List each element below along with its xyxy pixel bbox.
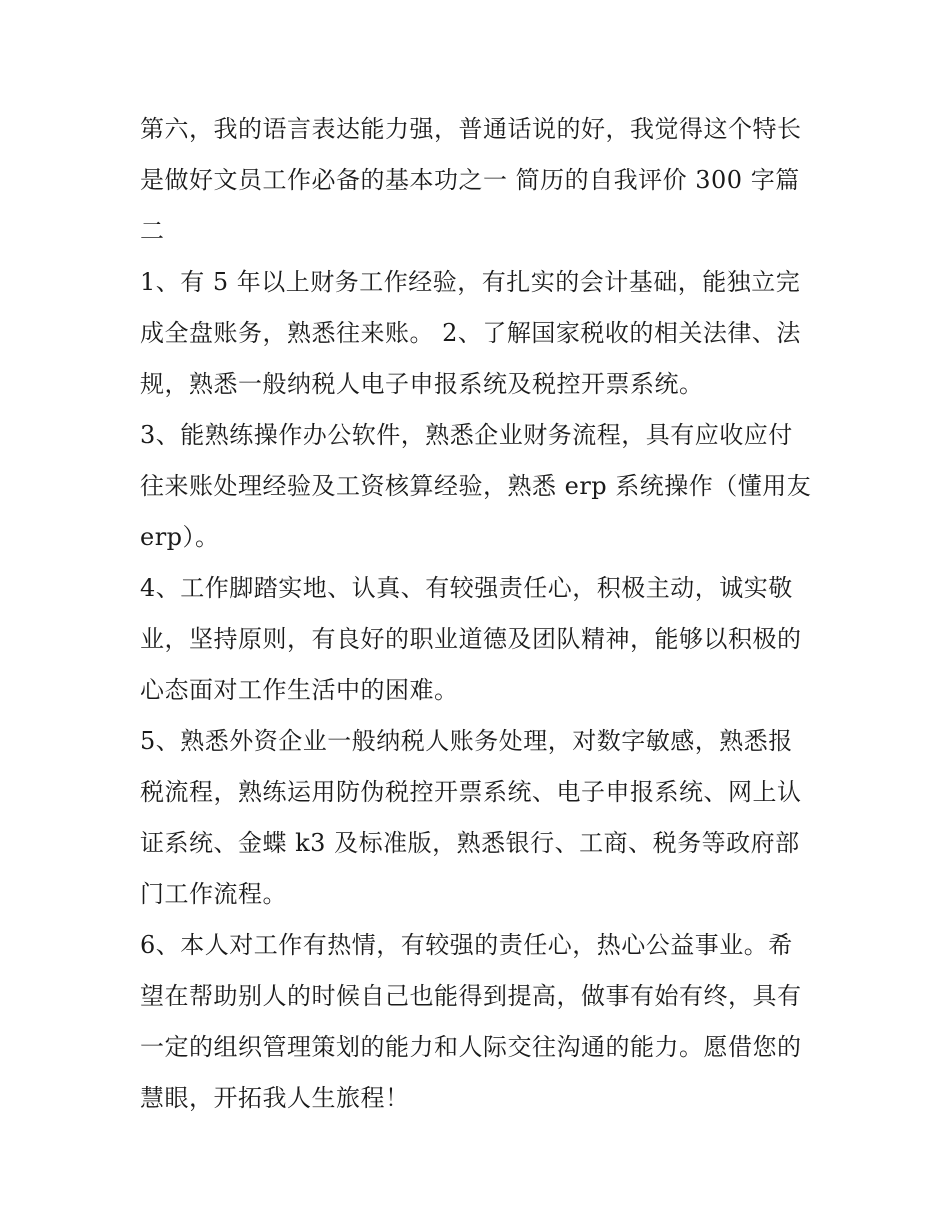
text-line: 门工作流程。 — [140, 880, 287, 908]
text-line: 二 — [140, 217, 165, 245]
text-line: 第六，我的语言表达能力强，普通话说的好，我觉得这个特长 — [140, 115, 802, 143]
paragraph-item-3 — [140, 410, 812, 563]
text-line: 一定的组织管理策划的能力和人际交往沟通的能力。愿借您的 — [140, 1033, 802, 1061]
text-line: 慧眼，开拓我人生旅程！ — [140, 1084, 410, 1112]
text-line: erp）。 — [140, 523, 220, 551]
document-body — [140, 104, 812, 1124]
text-line: 税流程，熟练运用防伪税控开票系统、电子申报系统、网上认 — [140, 778, 802, 806]
paragraph-item-1 — [140, 257, 812, 410]
paragraph-item-5 — [140, 716, 812, 920]
text-line: 成全盘账务，熟悉往来账。 2、了解国家税收的相关法律、法 — [140, 319, 801, 347]
text-line: 证系统、金蝶 k3 及标准版，熟悉银行、工商、税务等政府部 — [140, 829, 800, 857]
text-line: 5、熟悉外资企业一般纳税人账务处理，对数字敏感，熟悉报 — [140, 727, 793, 755]
text-line: 心态面对工作生活中的困难。 — [140, 676, 459, 704]
text-line: 3、能熟练操作办公软件，熟悉企业财务流程，具有应收应付 — [140, 421, 793, 449]
text-line: 规，熟悉一般纳税人电子申报系统及税控开票系统。 — [140, 370, 704, 398]
text-line: 是做好文员工作必备的基本功之一 简历的自我评价 300 字篇 — [140, 166, 800, 194]
text-line: 往来账处理经验及工资核算经验，熟悉 erp 系统操作（懂用友 — [140, 472, 812, 500]
paragraph-item-6 — [140, 920, 812, 1124]
text-line: 望在帮助别人的时候自己也能得到提高，做事有始有终，具有 — [140, 982, 802, 1010]
text-line: 6、本人对工作有热情，有较强的责任心，热心公益事业。希 — [140, 931, 793, 959]
text-line: 4、工作脚踏实地、认真、有较强责任心，积极主动，诚实敬 — [140, 574, 793, 602]
text-line: 1、有 5 年以上财务工作经验，有扎实的会计基础，能独立完 — [140, 268, 801, 296]
paragraph-item-4 — [140, 563, 812, 716]
paragraph-intro — [140, 104, 812, 257]
text-line: 业，坚持原则，有良好的职业道德及团队精神，能够以积极的 — [140, 625, 802, 653]
